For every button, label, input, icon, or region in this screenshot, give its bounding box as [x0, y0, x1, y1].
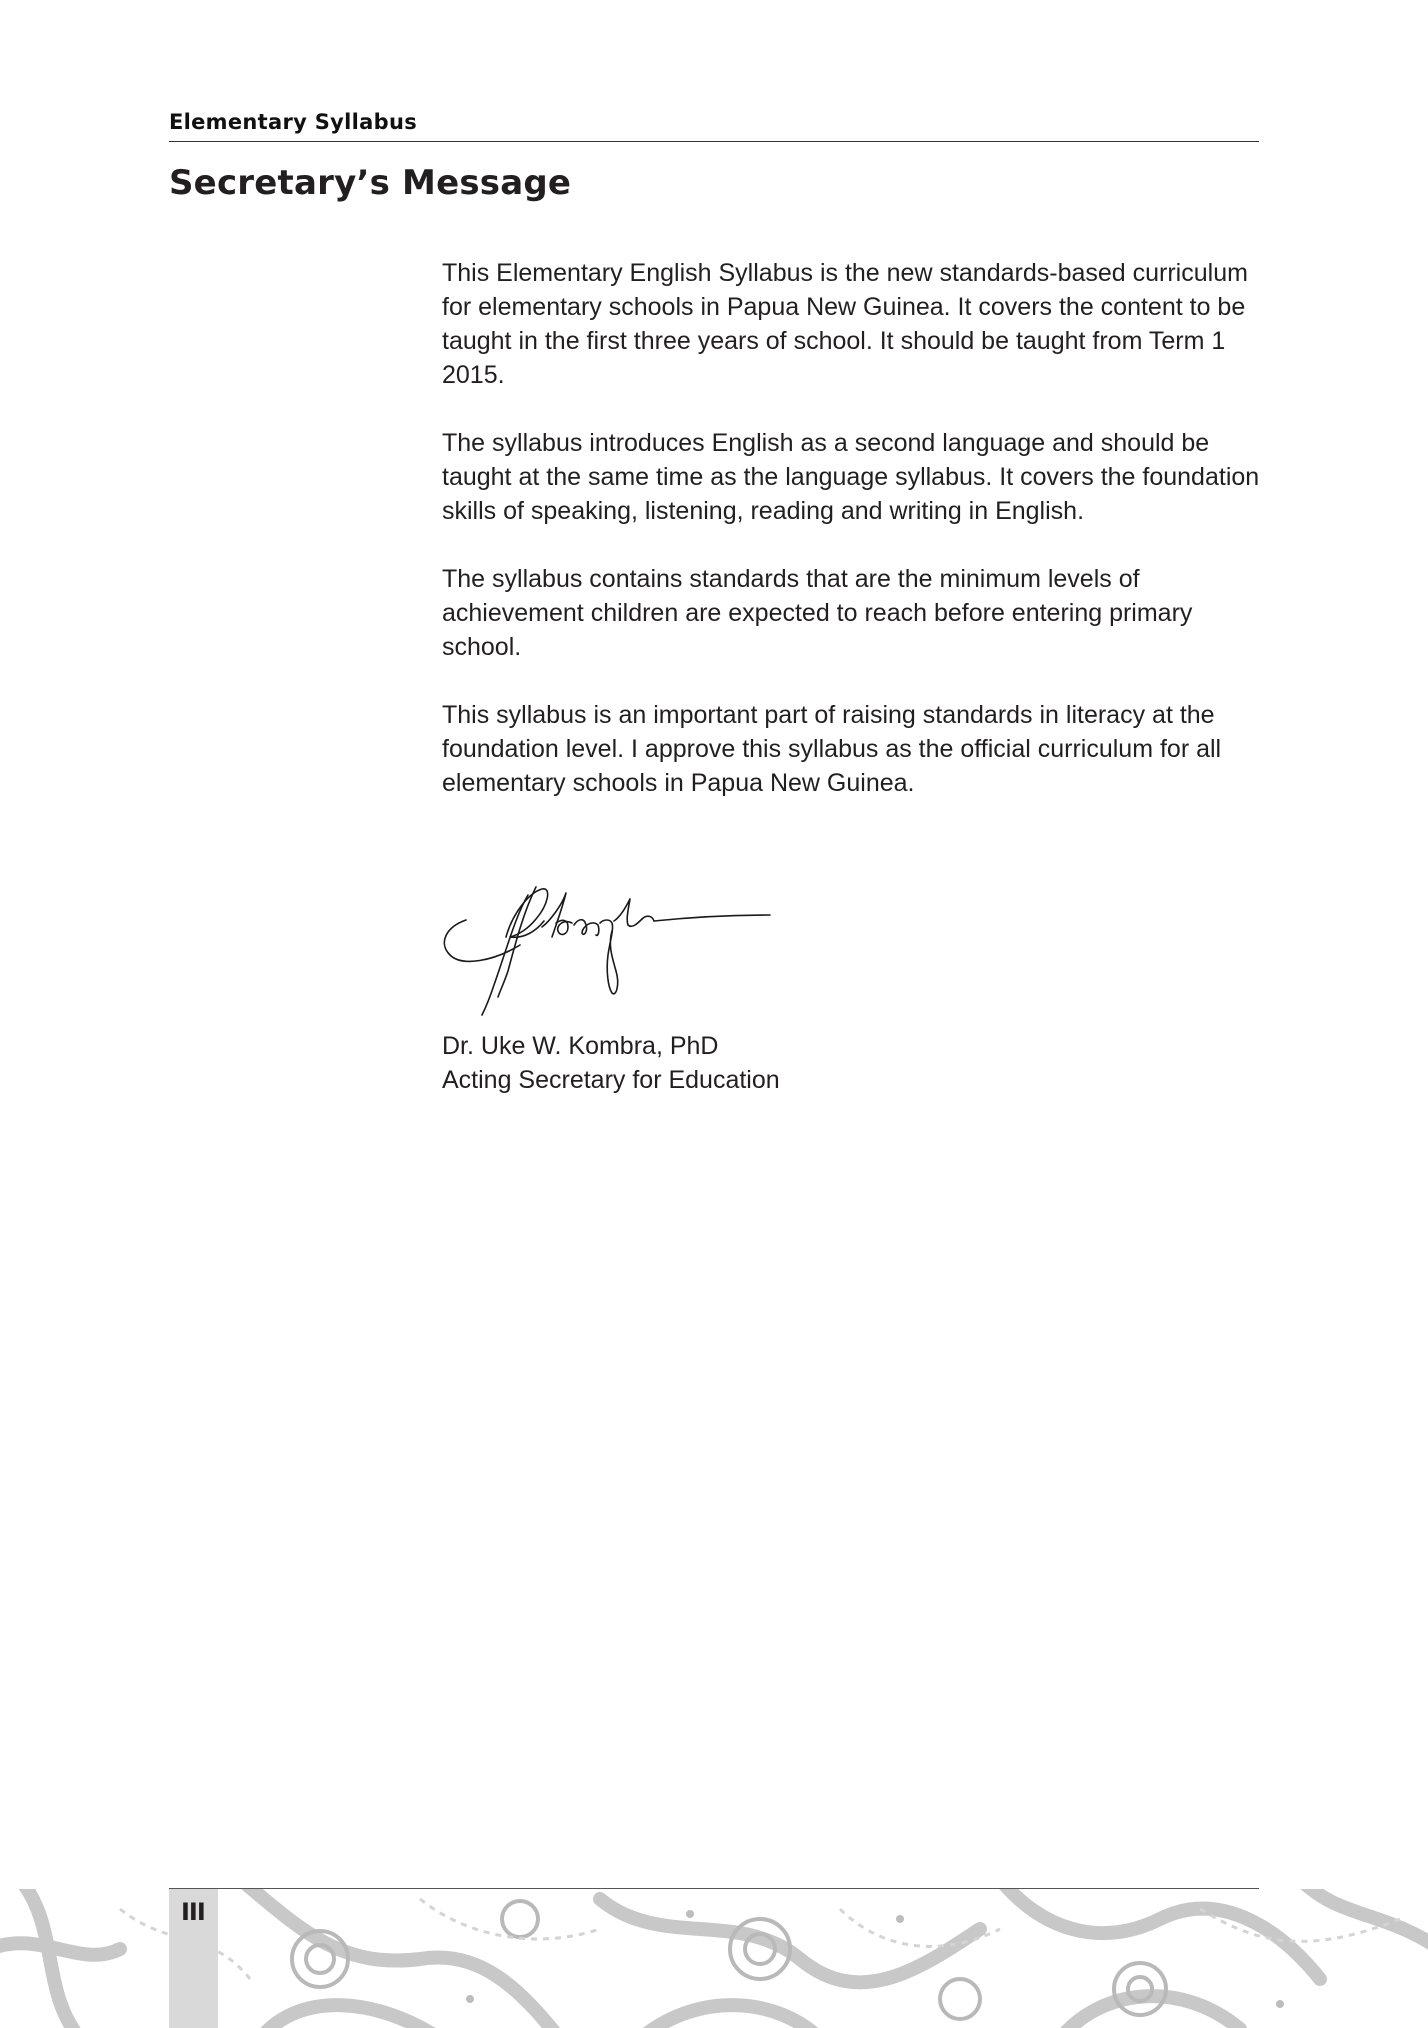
page-title: Secretary’s Message — [169, 163, 572, 203]
running-head: Elementary Syllabus — [169, 110, 417, 134]
header-rule — [169, 141, 1259, 142]
message-paragraph: This syllabus is an important part of raising standards in literacy at the foundation level. I approve this syllabus as the official curriculum for all elementary schools in Papua New Guinea. — [442, 701, 1222, 797]
message-paragraph: The syllabus introduces English as a second language and should be taught at the same time as the language syllabus. It covers the foundation skills of speaking, listening, reading and writing in English. — [442, 429, 1260, 525]
message-body — [442, 256, 1272, 834]
signatory-name: Dr. Uke W. Kombra, PhD — [442, 1032, 719, 1060]
signature-image — [432, 875, 777, 1025]
signatory-position: Acting Secretary for Education — [442, 1066, 780, 1094]
signatory-block — [442, 1029, 780, 1097]
message-paragraph: This Elementary English Syllabus is the new standards-based curriculum for elementary schools in Papua New Guinea. It covers the content to be taught in the first three years of school. It should be taught from Term 1 2015. — [442, 259, 1248, 389]
message-paragraph: The syllabus contains standards that are the minimum levels of achievement children are expected to reach before entering primary school. — [442, 565, 1193, 661]
page-number: III — [181, 1898, 205, 1926]
